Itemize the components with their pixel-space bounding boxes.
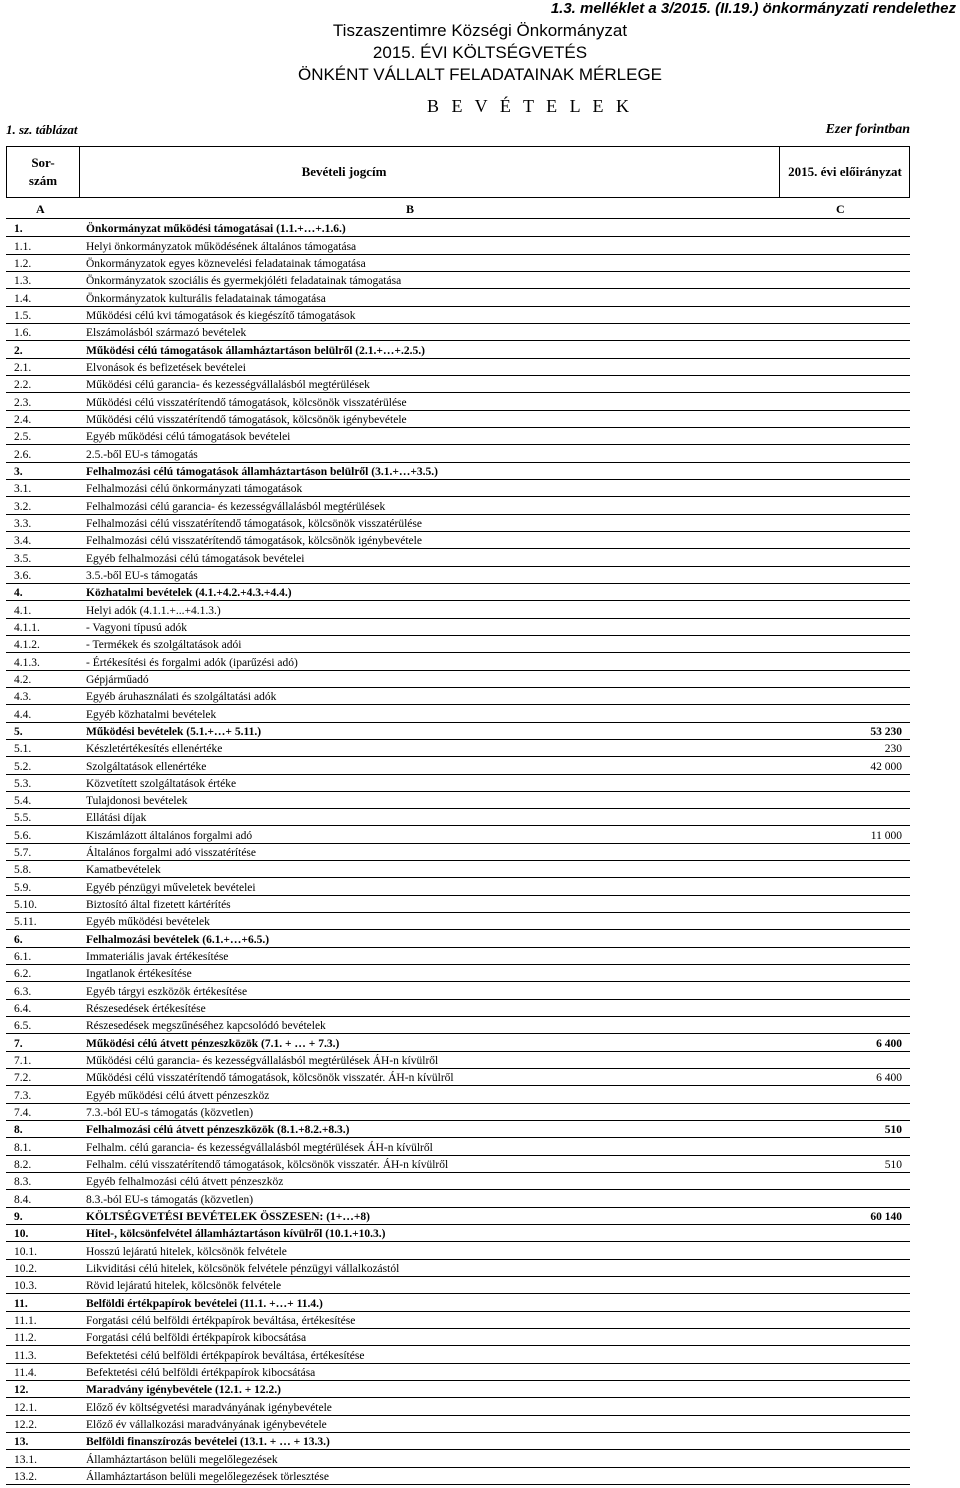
column-header-row-number (7, 147, 80, 197)
row-number: 10.1. (14, 1245, 37, 1258)
row-label: - Termékek és szolgáltatások adói (86, 639, 242, 652)
row-number: 2.4. (14, 413, 32, 426)
row-number: 1.3. (14, 275, 32, 288)
row-number: 7.4. (14, 1107, 32, 1120)
row-label: Maradvány igénybevétele (12.1. + 12.2.) (86, 1384, 281, 1397)
row-value: 6 400 (876, 1037, 902, 1050)
table-row (6, 1086, 910, 1103)
row-label: Működési célú támogatások államháztartáson belülről (2.1.+…+.2.5.) (86, 344, 425, 357)
table-row (6, 705, 910, 722)
row-value: 230 (884, 743, 902, 756)
row-label: Készletértékesítés ellenértéke (86, 743, 223, 756)
row-number: 2.2. (14, 379, 32, 392)
row-number: 1.6. (14, 327, 32, 340)
table-row (6, 1173, 910, 1190)
row-number: 5.3. (14, 777, 32, 790)
row-label: Helyi önkormányzatok működésének általános támogatása (86, 240, 357, 253)
table-row (6, 982, 910, 999)
row-label: Felhalmozási célú visszatérítendő támogatások, kölcsönök visszatérülése (86, 517, 422, 530)
row-label: Ellátási díjak (86, 812, 147, 825)
row-number: 2.6. (14, 448, 32, 461)
row-number: 11.3. (14, 1349, 37, 1362)
table-row (6, 948, 910, 965)
table-row (6, 463, 910, 480)
row-label: Államháztartáson belüli megelőlegezések törlesztése (86, 1470, 329, 1483)
row-number: 10.3. (14, 1280, 37, 1293)
row-number: 6. (14, 933, 23, 946)
row-label: Működési célú kvi támogatások és kiegészítő támogatások (86, 309, 356, 322)
table-row (6, 445, 910, 462)
row-label: Felhalmozási bevételek (6.1.+…+6.5.) (86, 933, 270, 946)
table-row (6, 601, 910, 618)
row-number: 13.1. (14, 1453, 37, 1466)
column-header-title: Bevételi jogcím (301, 164, 387, 179)
row-number: 11.1. (14, 1315, 37, 1327)
row-number: 1.5. (14, 309, 32, 322)
row-number: 5.6. (14, 829, 32, 842)
table-row (6, 1329, 910, 1346)
table-row (6, 393, 910, 410)
table-row (6, 1468, 910, 1485)
column-letters (6, 200, 910, 219)
table-row (6, 1208, 910, 1225)
table-row (6, 636, 910, 653)
row-number: 3.5. (14, 552, 32, 565)
table-row (6, 549, 910, 566)
row-number: 11.2. (14, 1332, 37, 1345)
row-number: 4.1.2. (14, 639, 40, 652)
row-number: 7. (14, 1037, 23, 1050)
row-number: 1.2. (14, 257, 32, 270)
table-row (6, 1433, 910, 1450)
row-label: Működési célú visszatérítendő támogatások, kölcsönök visszatérülése (86, 396, 407, 409)
row-label: Működési célú visszatérítendő támogatások, kölcsönök igénybevétele (86, 413, 407, 426)
table-row (6, 775, 910, 792)
row-number: 2. (14, 344, 23, 357)
row-label: Ingatlanok értékesítése (86, 968, 192, 981)
row-number: 6.4. (14, 1003, 32, 1016)
table-row (6, 1260, 910, 1277)
row-number: 2.1. (14, 361, 32, 374)
row-label: Belföldi finanszírozás bevételei (13.1. + … + 13.3.) (86, 1436, 330, 1449)
row-number: 5.2. (14, 760, 32, 773)
row-value: 510 (884, 1159, 902, 1172)
row-label: Elszámolásból származó bevételek (86, 327, 247, 340)
column-header-row-number-text: Sor- szám (28, 155, 58, 188)
table-row (6, 826, 910, 843)
row-number: 6.3. (14, 985, 32, 998)
municipality-name: Tiszaszentimre Községi Önkormányzat (332, 21, 628, 40)
row-number: 3.6. (14, 569, 32, 582)
table-row (6, 1242, 910, 1259)
table-row (6, 1000, 910, 1017)
row-number: 5.7. (14, 847, 32, 860)
row-label: 2.5.-ből EU-s támogatás (86, 448, 198, 461)
row-number: 8.3. (14, 1176, 32, 1189)
table-row (6, 844, 910, 861)
row-value: 60 140 (870, 1211, 902, 1224)
row-value: 510 (884, 1124, 902, 1137)
table-row (6, 220, 910, 237)
row-label: - Vagyoni típusú adók (86, 621, 188, 634)
row-label: Közvetített szolgáltatások értéke (86, 777, 237, 790)
table-row (6, 376, 910, 393)
table-row (6, 1277, 910, 1294)
row-number: 12.2. (14, 1418, 37, 1431)
column-header-appropriation: 2015. évi előirányzat (779, 147, 910, 197)
table-row (6, 878, 910, 895)
table-number: 1. sz. táblázat (6, 122, 78, 137)
row-number: 6.2. (14, 968, 32, 981)
table-row (6, 532, 910, 549)
row-number: 4.4. (14, 708, 32, 721)
row-number: 8. (14, 1124, 23, 1137)
row-number: 4.1.1. (14, 621, 40, 634)
row-value: 6 400 (876, 1072, 902, 1085)
row-label: Elvonások és befizetések bevételei (86, 361, 246, 374)
table-row (6, 428, 910, 445)
row-label: Részesedések megszűnéséhez kapcsolódó bevételek (86, 1020, 326, 1033)
table-row (6, 1364, 910, 1381)
row-number: 1.1. (14, 240, 32, 253)
table-row (6, 1416, 910, 1433)
row-number: 5.9. (14, 881, 32, 894)
row-label: Részesedések értékesítése (86, 1003, 206, 1016)
table-row (6, 497, 910, 514)
row-label: Egyéb működési célú támogatások bevételei (86, 431, 291, 444)
table-row (6, 861, 910, 878)
row-label: Egyéb áruhasználati és szolgáltatási adók (86, 691, 277, 704)
column-letter-a: A (36, 202, 45, 216)
row-label: Egyéb tárgyi eszközök értékesítése (86, 985, 248, 998)
row-label: Önkormányzatok szociális és gyermekjóléti feladatainak támogatása (86, 275, 402, 288)
table-row (6, 1225, 910, 1242)
table-row (6, 723, 910, 740)
row-label: Tulajdonosi bevételek (86, 795, 188, 808)
row-number: 5.4. (14, 795, 32, 808)
table-row (6, 809, 910, 826)
row-number: 5. (14, 725, 23, 738)
row-number: 3. (14, 465, 23, 478)
row-label: 3.5.-ből EU-s támogatás (86, 569, 198, 582)
row-number: 8.4. (14, 1193, 32, 1206)
column-letter-b: B (406, 202, 415, 216)
row-number: 4. (14, 587, 23, 600)
row-label: KÖLTSÉGVETÉSI BEVÉTELEK ÖSSZESEN: (1+…+8) (86, 1211, 370, 1224)
table-row (6, 1190, 910, 1207)
table-row (6, 1450, 910, 1467)
row-number: 7.1. (14, 1055, 32, 1068)
row-label: Egyéb közhatalmi bevételek (86, 708, 217, 721)
row-number: 5.1. (14, 743, 32, 756)
row-number: 12.1. (14, 1401, 37, 1414)
table-row (6, 1381, 910, 1398)
row-number: 7.3. (14, 1089, 32, 1102)
row-number: 1. (14, 223, 23, 236)
row-label: Előző év vállalkozási maradványának igénybevétele (86, 1418, 327, 1431)
row-label: Működési célú garancia- és kezességvállalásból megtérülések (86, 379, 370, 392)
table-row (6, 584, 910, 601)
table-row (6, 1017, 910, 1034)
row-number: 4.3. (14, 691, 32, 704)
table-header (6, 146, 910, 198)
column-letter-c: C (836, 202, 845, 216)
revenue-table-body (6, 220, 910, 1485)
table-row (6, 896, 910, 913)
row-label: Előző év költségvetési maradványának igénybevétele (86, 1401, 332, 1414)
table-row (6, 930, 910, 947)
row-number: 7.2. (14, 1072, 32, 1085)
row-number: 3.3. (14, 517, 32, 530)
row-label: Önkormányzat működési támogatásai (1.1.+…+.1.6.) (86, 223, 346, 236)
table-row (6, 1034, 910, 1051)
row-number: 5.11. (14, 916, 37, 929)
row-number: 5.10. (14, 899, 37, 912)
table-row (6, 1052, 910, 1069)
row-label: Közhatalmi bevételek (4.1.+4.2.+4.3.+4.4.) (86, 587, 292, 600)
table-row (6, 740, 910, 757)
row-label: Felhalm. célú garancia- és kezességvállalásból megtérülések ÁH-n kívülről (86, 1141, 433, 1154)
row-label: Belföldi értékpapírok bevételei (11.1. +…+ 11.4.) (86, 1297, 323, 1310)
row-label: Egyéb felhalmozási célú átvett pénzeszköz (86, 1176, 284, 1189)
row-number: 5.5. (14, 812, 32, 825)
annex-reference: 1.3. melléklet a 3/2015. (II.19.) önkormányzati rendelethez (550, 0, 956, 17)
row-number: 2.5. (14, 431, 32, 444)
table-row (6, 324, 910, 341)
row-label: Működési célú átvett pénzeszközök (7.1. + … + 7.3.) (86, 1037, 340, 1050)
table-row (6, 1156, 910, 1173)
table-row (6, 341, 910, 358)
table-row (6, 411, 910, 428)
table-row (6, 757, 910, 774)
row-value: 11 000 (870, 829, 902, 842)
table-row (6, 359, 910, 376)
table-row (6, 1104, 910, 1121)
row-label: Felhalm. célú visszatérítendő támogatások, kölcsönök visszatér. ÁH-n kívülről (86, 1159, 449, 1172)
balance-title: ÖNKÉNT VÁLLALT FELADATAINAK MÉRLEGE (297, 65, 663, 84)
row-value: 42 000 (870, 760, 902, 773)
table-row (6, 237, 910, 254)
row-label: Egyéb működési bevételek (86, 916, 210, 929)
budget-title: 2015. ÉVI KÖLTSÉGVETÉS (372, 43, 588, 62)
row-number: 4.2. (14, 673, 32, 686)
row-label: Felhalmozási célú garancia- és kezességvállalásból megtérülések (86, 500, 386, 513)
row-number: 13. (14, 1436, 29, 1449)
row-value: 53 230 (870, 725, 902, 738)
table-row (6, 1121, 910, 1138)
row-number: 4.1. (14, 604, 32, 617)
table-row (6, 965, 910, 982)
row-number: 10.2. (14, 1263, 37, 1276)
row-label: 8.3.-ból EU-s támogatás (közvetlen) (86, 1193, 254, 1206)
table-row (6, 688, 910, 705)
row-label: Helyi adók (4.1.1.+...+4.1.3.) (86, 604, 221, 617)
row-label: Egyéb felhalmozási célú támogatások bevételei (86, 552, 305, 565)
row-label: Hitel-, kölcsönfelvétel államháztartáson kívülről (10.1.+10.3.) (86, 1228, 386, 1241)
table-row (6, 307, 910, 324)
row-label: Rövid lejáratú hitelek, kölcsönök felvétele (86, 1280, 282, 1293)
row-label: Általános forgalmi adó visszatérítése (86, 847, 257, 860)
row-label: Biztosító által fizetett kártérítés (86, 899, 231, 912)
row-label: Kiszámlázott általános forgalmi adó (86, 829, 253, 842)
table-row (6, 792, 910, 809)
row-number: 13.2. (14, 1470, 37, 1483)
row-number: 11.4. (14, 1366, 37, 1379)
row-label: Immateriális javak értékesítése (86, 951, 229, 964)
row-number: 3.1. (14, 483, 32, 496)
row-number: 9. (14, 1211, 23, 1224)
row-number: 6.5. (14, 1020, 32, 1033)
row-label: Gépjárműadó (86, 673, 149, 686)
table-row (6, 619, 910, 636)
row-label: Likviditási célú hitelek, kölcsönök felvétele pénzügyi vállalkozástól (86, 1263, 400, 1276)
table-row (6, 567, 910, 584)
table-row (6, 1346, 910, 1363)
row-label: Felhalmozási célú támogatások államháztartáson belülről (3.1.+…+3.5.) (86, 465, 439, 478)
row-label: Egyéb működési célú átvett pénzeszköz (86, 1089, 270, 1102)
row-label: Önkormányzatok kulturális feladatainak támogatása (86, 292, 326, 305)
row-number: 2.3. (14, 396, 32, 409)
row-label: Forgatási célú belföldi értékpapírok beváltása, értékesítése (86, 1315, 356, 1327)
row-number: 1.4. (14, 292, 32, 305)
unit-label: Ezer forintban (825, 122, 910, 137)
table-row (6, 1312, 910, 1329)
row-number: 6.1. (14, 951, 32, 964)
row-label: Forgatási célú belföldi értékpapírok kibocsátása (86, 1332, 307, 1345)
row-number: 3.2. (14, 500, 32, 513)
row-number: 3.4. (14, 535, 32, 548)
row-label: Felhalmozási célú átvett pénzeszközök (8.1.+8.2.+8.3.) (86, 1124, 350, 1137)
row-label: Felhalmozási célú önkormányzati támogatások (86, 483, 303, 496)
table-row (6, 289, 910, 306)
table-row (6, 255, 910, 272)
table-row (6, 913, 910, 930)
row-number: 4.1.3. (14, 656, 40, 669)
row-label: Befektetési célú belföldi értékpapírok beváltása, értékesítése (86, 1349, 365, 1362)
row-number: 5.8. (14, 864, 32, 877)
row-label: - Értékesítési és forgalmi adók (iparűzési adó) (86, 656, 298, 669)
row-label: Önkormányzatok egyes köznevelési feladatainak támogatása (86, 257, 366, 270)
row-number: 8.1. (14, 1141, 32, 1154)
section-title: B E V É T E L E K (426, 96, 633, 116)
row-label: Hosszú lejáratú hitelek, kölcsönök felvétele (86, 1245, 287, 1258)
row-label: Működési célú visszatérítendő támogatások, kölcsönök visszatér. ÁH-n kívülről (86, 1072, 454, 1085)
row-label: Felhalmozási célú visszatérítendő támogatások, kölcsönök igénybevétele (86, 535, 422, 548)
table-row (6, 1398, 910, 1415)
row-label: 7.3.-ból EU-s támogatás (közvetlen) (86, 1107, 254, 1120)
row-number: 8.2. (14, 1159, 32, 1172)
table-row (6, 653, 910, 670)
table-row (6, 515, 910, 532)
table-row (6, 1294, 910, 1311)
row-label: Befektetési célú belföldi értékpapírok kibocsátása (86, 1366, 316, 1379)
table-row (6, 1069, 910, 1086)
row-label: Szolgáltatások ellenértéke (86, 760, 207, 773)
row-label: Egyéb pénzügyi műveletek bevételei (86, 881, 256, 894)
row-number: 12. (14, 1384, 29, 1397)
row-number: 11. (14, 1297, 28, 1310)
row-label: Kamatbevételek (86, 864, 161, 877)
table-row (6, 1138, 910, 1155)
table-row (6, 480, 910, 497)
table-row (6, 671, 910, 688)
row-label: Működési célú garancia- és kezességvállalásból megtérülések ÁH-n kívülről (86, 1055, 439, 1068)
row-label: Működési bevételek (5.1.+…+ 5.11.) (86, 725, 262, 738)
row-label: Államháztartáson belüli megelőlegezések (86, 1453, 278, 1466)
table-row (6, 272, 910, 289)
row-number: 10. (14, 1228, 29, 1241)
